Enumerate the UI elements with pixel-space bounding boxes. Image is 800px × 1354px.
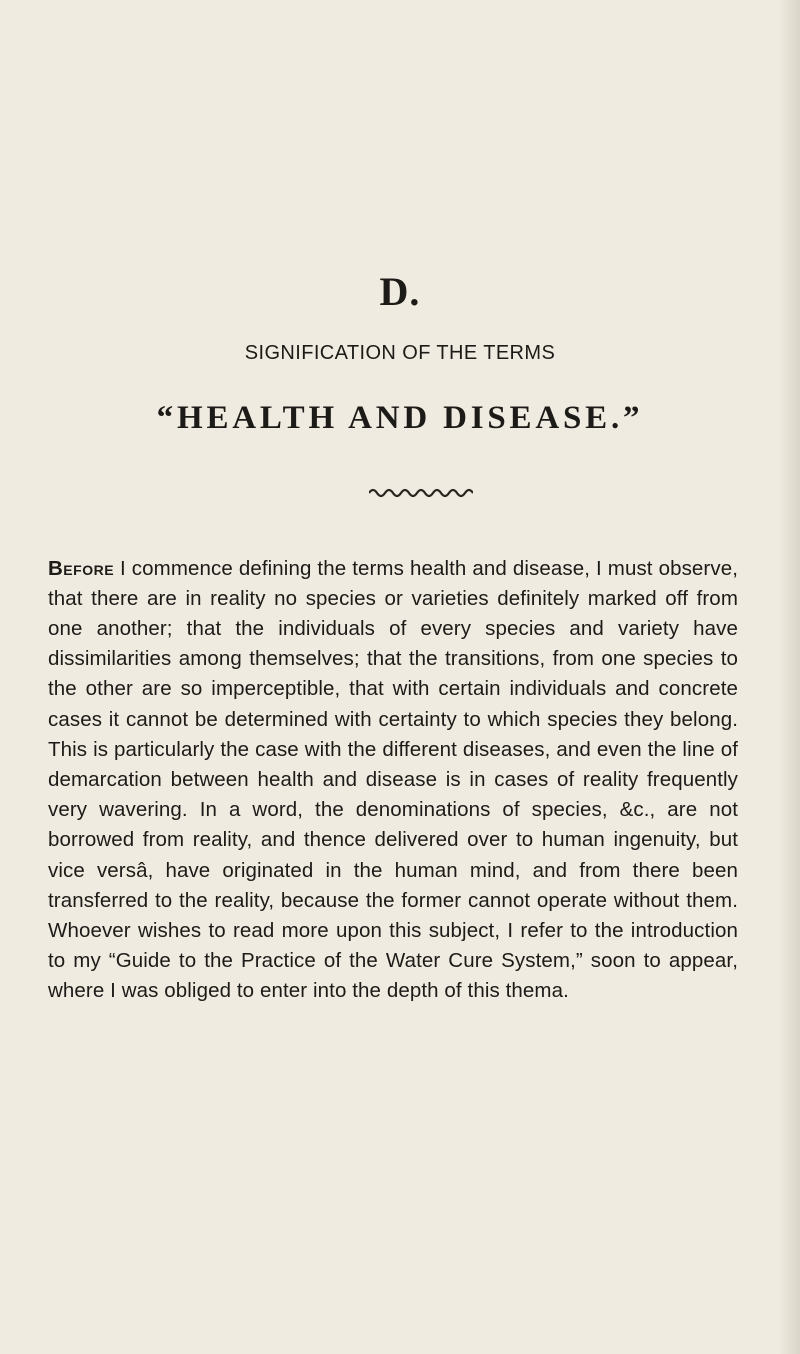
body-paragraph <box>48 554 738 1007</box>
paragraph-text: I commence defining the terms health and disease, I must observe, that there are in reality no species or varieties definitely marked off from one another; that the individuals of every species and variety have dissimilarities among themselves; that the transitions, from one species to the other are so imperceptible, that with certain individuals and concrete cases it cannot be determined with certainty to which species they belong. This is particularly the case with the different diseases, and even the line of demarcation between health and disease is in cases of reality frequently very wavering. In a word, the denominations of species, &c., are not borrowed from reality, and thence delivered over to human ingenuity, but vice versâ, have originated in the human mind, and from there been transferred to the reality, because the former cannot operate without them. Whoever wishes to read more upon this subject, I refer to the introduction to my “Guide to the Practice of the Water Cure System,” soon to appear, where I was obliged to enter into the depth of this thema. <box>48 556 738 1003</box>
section-mark: D. <box>379 269 421 314</box>
chapter-subtitle: SIGNIFICATION OF THE TERMS <box>244 342 556 364</box>
page-edge-shadow <box>778 0 800 1354</box>
lead-word: Before <box>48 556 115 580</box>
chapter-title: “HEALTH AND DISEASE.” <box>156 400 644 436</box>
wavy-rule-ornament <box>369 484 473 498</box>
